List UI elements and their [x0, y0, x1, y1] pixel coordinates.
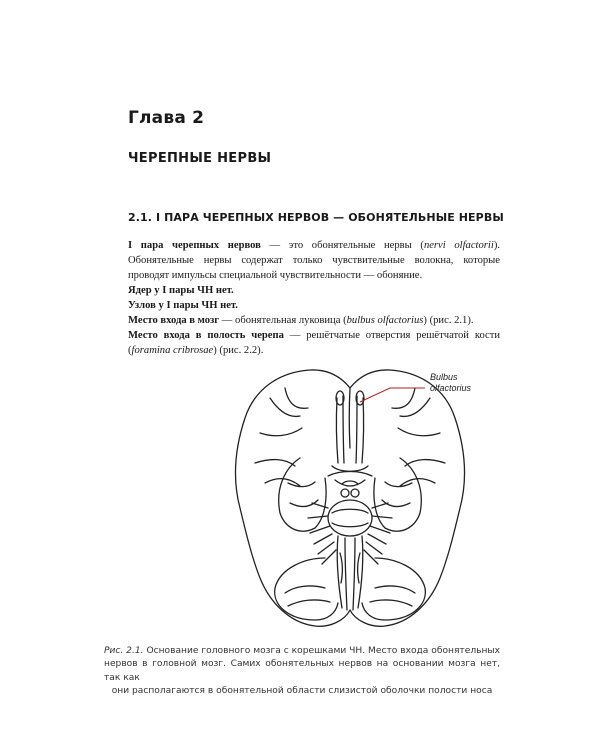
temporal-lobe-right	[374, 458, 421, 531]
mammillary-left	[341, 489, 349, 497]
label-bulbus: Bulbus	[430, 372, 458, 382]
intro-text-b: ). Обонятельные нервы содержат только чувствительные волокна, которые проводят импульсы специальной чувствительности — обоняние.	[128, 240, 500, 281]
term-first-pair: I пара черепных нервов	[128, 240, 261, 251]
brain-base-illustration	[200, 358, 500, 638]
label-pointer-line	[360, 388, 425, 402]
ganglia-statement: Узлов у I пары ЧН нет.	[128, 300, 238, 311]
section-heading: 2.1. I ПАРА ЧЕРЕПНЫХ НЕРВОВ — ОБОНЯТЕЛЬНЫЕ НЕРВЫ	[128, 211, 504, 224]
medulla-olive	[340, 553, 360, 583]
medulla	[337, 536, 363, 610]
olfactory-tract-right-b	[356, 396, 357, 463]
olfactory-tract-left	[336, 398, 338, 463]
paragraph-nuclei	[128, 283, 500, 298]
intro-text-a: — это обонятельные нервы (	[260, 240, 424, 251]
term-entry-skull: Место входа в полость черепа	[128, 330, 284, 341]
cerebellum-left	[275, 558, 338, 620]
latin-bulbus-olfactorius: bulbus olfactorius	[346, 315, 424, 326]
brain-outline	[235, 370, 464, 626]
olfactory-tract-right	[362, 398, 364, 463]
entry-brain-text-b: ) (рис. 2.1).	[423, 315, 474, 326]
caption-line-3: они располагаются в обонятельной области слизистой оболочки полости носа	[111, 685, 493, 696]
nuclei-statement: Ядер у I пары ЧН нет.	[128, 285, 234, 296]
chapter-label: Глава 2	[128, 108, 205, 128]
paragraph-intro	[128, 238, 500, 283]
entry-skull-text-a: — решётчатые отверстия решётчатой кости (	[128, 330, 501, 356]
paragraph-entry-skull	[128, 328, 500, 358]
gyri-left-frontal	[255, 388, 308, 486]
entry-brain-text-a: — обонятельная луковица (	[219, 315, 347, 326]
longitudinal-fissure	[349, 388, 350, 448]
figure-caption	[104, 645, 500, 698]
label-olfactorius: olfactorius	[430, 383, 472, 393]
optic-chiasm	[328, 466, 372, 486]
latin-nervi-olfactorii: nervi olfactorii	[423, 240, 494, 251]
paragraph-ganglia	[128, 298, 500, 313]
pons-lines	[332, 509, 368, 527]
entry-skull-text-b: ) (рис. 2.2).	[213, 345, 264, 356]
gyri-right-frontal	[392, 388, 445, 486]
cerebellum-right	[362, 558, 425, 620]
mammillary-right	[351, 489, 359, 497]
nerve-roots-left	[308, 503, 336, 564]
caption-figure-number: Рис. 2.1.	[104, 646, 144, 656]
olfactory-tract-left-b	[343, 396, 344, 463]
nerve-roots-right	[364, 503, 392, 564]
caption-line-2: нервов в головной мозг. Самих обонятельных нервов на основании мозга нет, так как	[104, 659, 500, 683]
infundibulum	[342, 481, 358, 484]
temporal-lobe-left	[279, 458, 326, 531]
paragraph-entry-brain	[128, 313, 500, 328]
chapter-title: ЧЕРЕПНЫЕ НЕРВЫ	[128, 151, 272, 166]
cerebellum-folia	[285, 586, 415, 606]
caption-line-1: Основание головного мозга с корешками ЧН. Место входа обонятельных	[143, 646, 500, 656]
pons	[328, 500, 372, 536]
body-text	[128, 238, 500, 358]
term-entry-brain: Место входа в мозг	[128, 315, 220, 326]
latin-foramina-cribrosae: foramina cribrosae	[131, 345, 214, 356]
